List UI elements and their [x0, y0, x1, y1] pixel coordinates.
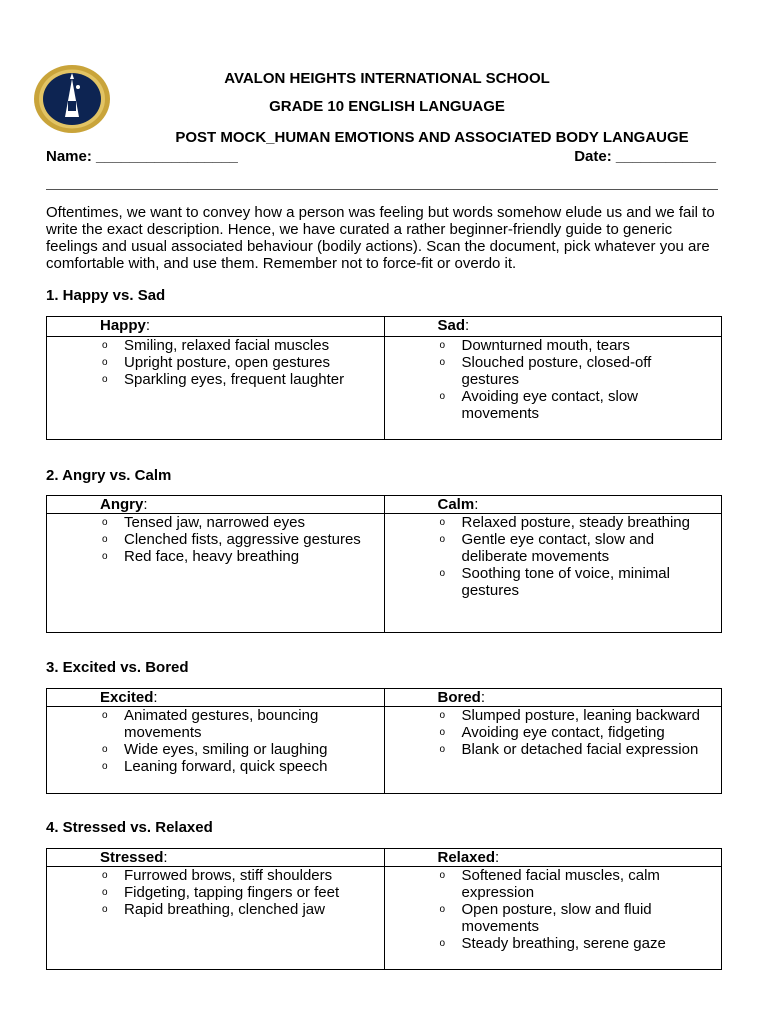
column-heading: Calm:	[384, 496, 722, 514]
emotion-table	[46, 316, 722, 440]
behaviour-cell	[47, 867, 385, 970]
list-item: o Open posture, slow and fluid movements	[439, 901, 652, 935]
column-heading: Happy:	[47, 317, 385, 337]
emotion-table	[46, 848, 722, 970]
emotion-table	[46, 495, 722, 633]
behaviour-cell	[384, 707, 722, 794]
grade-title: GRADE 10 ENGLISH LANGUAGE	[269, 98, 505, 115]
list-item: o Red face, heavy breathing	[102, 548, 300, 565]
column-heading: Bored:	[384, 689, 722, 707]
section-title: 2. Angry vs. Calm	[46, 467, 172, 484]
section-title: 1. Happy vs. Sad	[46, 287, 166, 304]
column-heading: Sad:	[384, 317, 722, 337]
behaviour-cell	[384, 514, 722, 633]
list-item: o Steady breathing, serene gaze	[439, 935, 666, 952]
behaviour-cell	[384, 337, 722, 440]
behaviour-cell	[47, 337, 385, 440]
emotion-table	[46, 688, 722, 794]
list-item: o Blank or detached facial expression	[439, 741, 699, 758]
intro-paragraph: Oftentimes, we want to convey how a person was feeling but words somehow elude us and we fail to write the exact description. Hence, we have curated a rather beginner-friendly guide to generic feelings and usual associated behaviour (bodily actions). Scan the document, pick whatever you are comfortable with, and use them. Remember not to force-fit or overdo it.	[46, 204, 715, 272]
list-item: o Smiling, relaxed facial muscles	[102, 337, 330, 354]
list-item: o Slouched posture, closed-off gestures	[439, 354, 652, 388]
document-title: POST MOCK_HUMAN EMOTIONS AND ASSOCIATED BODY LANGAUGE	[175, 129, 689, 146]
list-item: o Upright posture, open gestures	[102, 354, 330, 371]
divider	[46, 189, 718, 190]
behaviour-cell	[384, 867, 722, 970]
column-heading: Excited:	[47, 689, 385, 707]
date-field: Date: ____________	[574, 148, 716, 165]
list-item: o Avoiding eye contact, slow movements	[439, 388, 638, 422]
list-item: o Furrowed brows, stiff shoulders	[102, 867, 333, 884]
list-item: o Wide eyes, smiling or laughing	[102, 741, 328, 758]
list-item: o Animated gestures, bouncing movements	[102, 707, 319, 741]
column-heading: Stressed:	[47, 849, 385, 867]
behaviour-cell	[47, 707, 385, 794]
list-item: o Rapid breathing, clenched jaw	[102, 901, 325, 918]
list-item: o Soothing tone of voice, minimal gestures	[439, 565, 670, 599]
name-date-row	[46, 148, 716, 165]
section-title: 4. Stressed vs. Relaxed	[46, 819, 213, 836]
section-title: 3. Excited vs. Bored	[46, 659, 189, 676]
list-item: o Leaning forward, quick speech	[102, 758, 328, 775]
list-item: o Fidgeting, tapping fingers or feet	[102, 884, 340, 901]
column-heading: Angry:	[47, 496, 385, 514]
list-item: o Sparkling eyes, frequent laughter	[102, 371, 345, 388]
list-item: o Tensed jaw, narrowed eyes	[102, 514, 305, 531]
list-item: o Downturned mouth, tears	[439, 337, 630, 354]
list-item: o Gentle eye contact, slow and deliberate movements	[439, 531, 655, 565]
list-item: o Relaxed posture, steady breathing	[439, 514, 690, 531]
name-field: Name: _________________	[46, 148, 238, 165]
list-item: o Clenched fists, aggressive gestures	[102, 531, 361, 548]
column-heading: Relaxed:	[384, 849, 722, 867]
list-item: o Avoiding eye contact, fidgeting	[439, 724, 665, 741]
list-item: o Slumped posture, leaning backward	[439, 707, 700, 724]
list-item: o Softened facial muscles, calm expression	[439, 867, 660, 901]
school-name: AVALON HEIGHTS INTERNATIONAL SCHOOL	[224, 70, 550, 87]
behaviour-cell	[47, 514, 385, 633]
